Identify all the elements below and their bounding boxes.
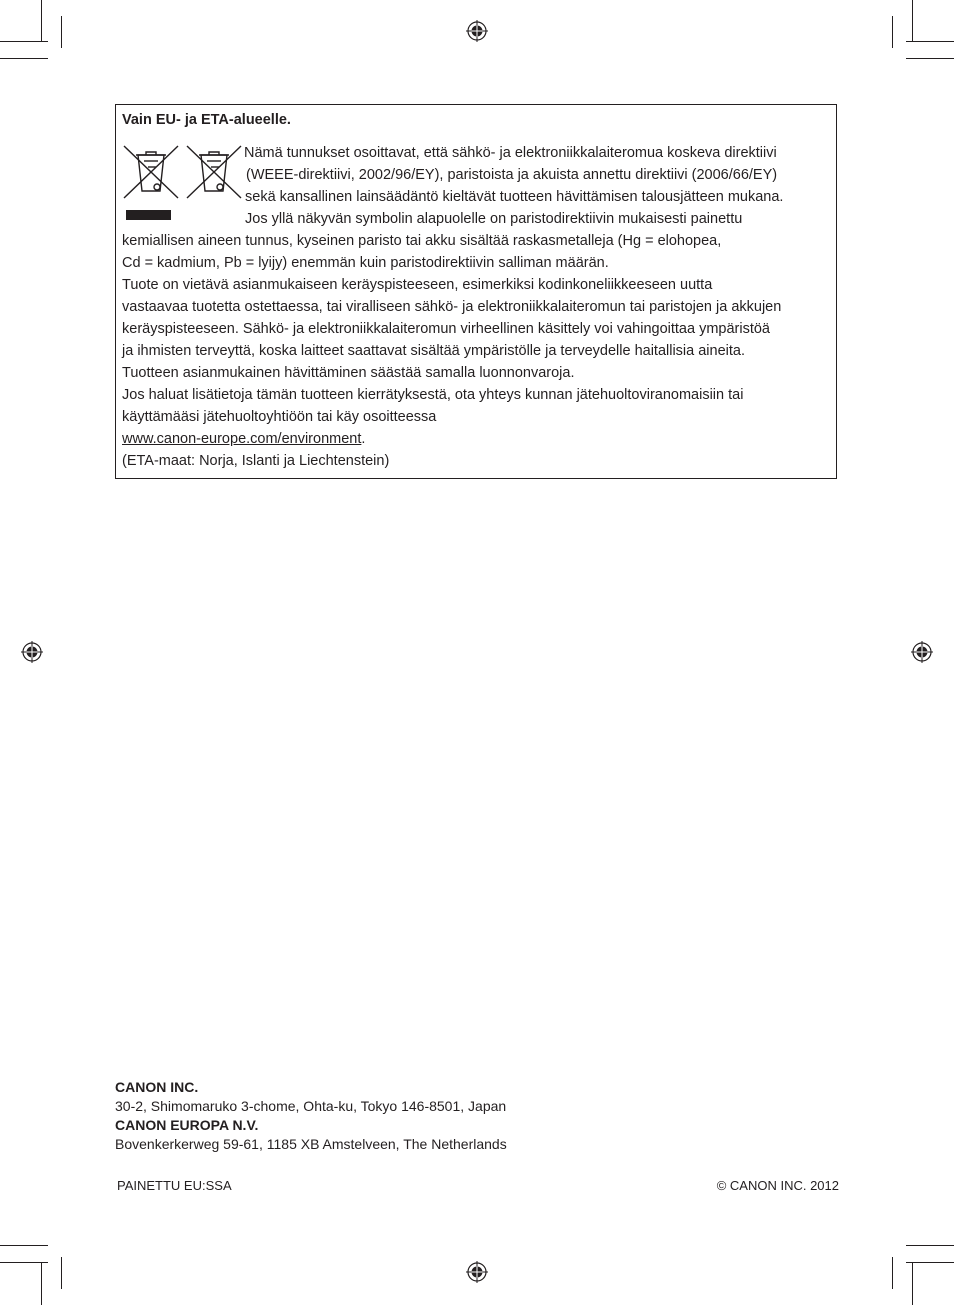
printed-in: PAINETTU EU:SSA [117,1178,232,1193]
notice-line: ja ihmisten terveyttä, koska laitteet saattavat sisältää ympäristölle ja terveydelle haitallisia aineita. [122,343,745,359]
registration-mark-icon [21,641,43,663]
eu-notice-box [115,104,837,479]
crossed-wheelie-bin-icon [122,145,180,223]
notice-line: Jos yllä näkyvän symbolin alapuolelle on paristodirektiivin mukaisesti painettu [245,211,743,227]
notice-line: (WEEE-direktiivi, 2002/96/EY), paristoista ja akuista annettu direktiivi (2006/66/EY) [246,167,778,183]
notice-line: (ETA-maat: Norja, Islanti ja Liechtenstein) [122,453,390,469]
notice-line: sekä kansallinen lainsäädäntö kieltävät tuotteen hävittämisen talousjätteen mukana. [245,189,784,205]
notice-line: vastaavaa tuotetta ostettaessa, tai viralliseen sähkö- ja elektroniikkalaiteromun tai paristojen ja akkujen [122,299,782,315]
copyright: © CANON INC. 2012 [716,1178,839,1193]
crossed-wheelie-bin-icon [185,145,243,201]
company-name: CANON INC. [115,1079,199,1095]
company-name: CANON EUROPA N.V. [115,1117,259,1133]
notice-line: keräyspisteeseen. Sähkö- ja elektroniikkalaiteromun virheellinen käsittely voi vahingoittaa ympäristöä [122,321,770,337]
registration-mark-icon [466,1261,488,1283]
notice-line: Cd = kadmium, Pb = lyijy) enemmän kuin paristodirektiivin salliman määrän. [122,255,609,271]
registration-mark-icon [911,641,933,663]
environment-link[interactable]: www.canon-europe.com/environment [122,431,362,447]
company-address: Bovenkerkerweg 59-61, 1185 XB Amstelveen, The Netherlands [115,1136,507,1152]
notice-title: Vain EU- ja ETA-alueelle. [122,112,291,128]
notice-line: Tuote on vietävä asianmukaiseen keräyspisteeseen, esimerkiksi kodinkoneliikkeeseen uutta [122,277,713,293]
notice-line: Tuotteen asianmukainen hävittäminen säästää samalla luonnonvaroja. [122,365,575,381]
notice-line: käyttämääsi jätehuoltoyhtiöön tai käy osoitteessa [122,409,437,425]
registration-mark-icon [466,20,488,42]
notice-line: Jos haluat lisätietoja tämän tuotteen kierrätyksestä, ota yhteys kunnan jätehuoltoviranomaisiin tai [122,387,744,403]
notice-link-line [122,430,365,448]
notice-line: kemiallisen aineen tunnus, kyseinen paristo tai akku sisältää raskasmetalleja (Hg = elohopea, [122,233,722,249]
company-address: 30-2, Shimomaruko 3-chome, Ohta-ku, Tokyo 146-8501, Japan [115,1098,507,1114]
link-suffix: . [361,431,366,447]
notice-line: Nämä tunnukset osoittavat, että sähkö- ja elektroniikkalaiteromua koskeva direktiivi [244,145,777,161]
